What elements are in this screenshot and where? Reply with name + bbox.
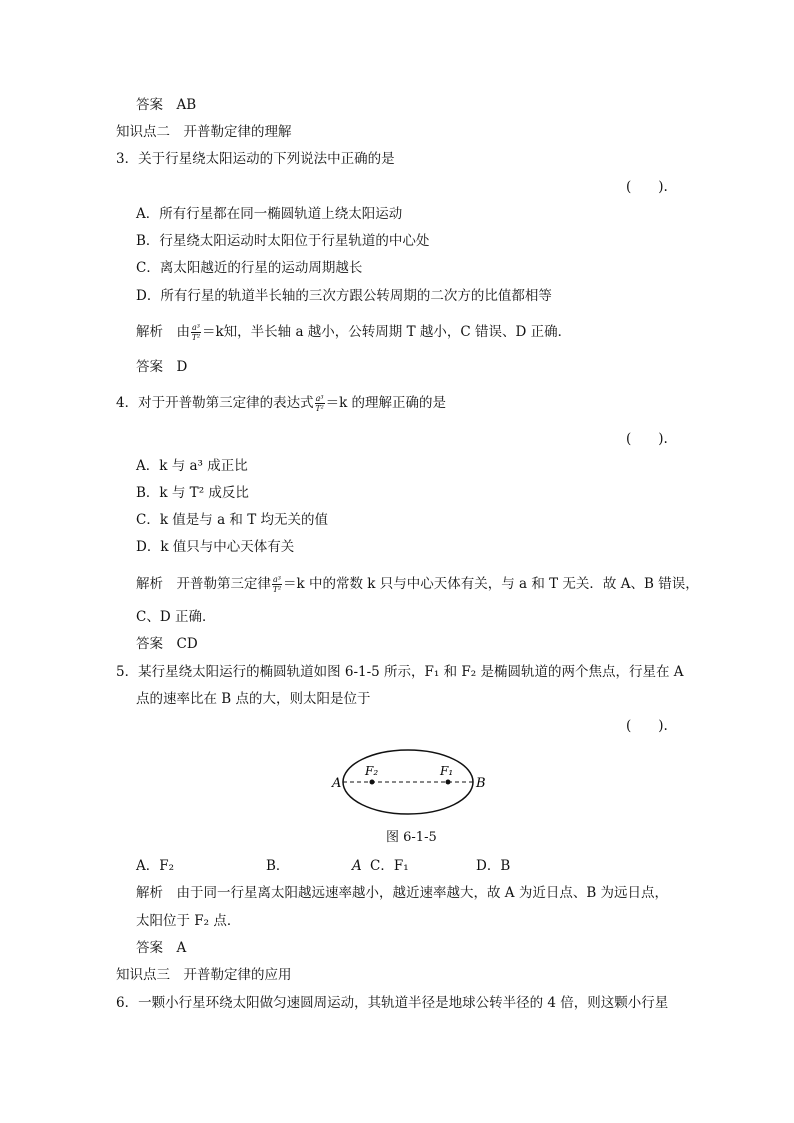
label-f2: F₂ xyxy=(365,764,379,778)
q4-stem xyxy=(116,393,446,413)
q3-option-c: C．离太阳越近的行星的运动周期越长 xyxy=(136,260,363,276)
q3-analysis-text: ＝k知，半长轴 a 越小，公转周期 T 越小，C 错误、D 正确． xyxy=(201,324,572,340)
q4-analysis-prefix: 解析 开普勒第三定律 xyxy=(136,576,271,592)
q4-option-a: A．k 与 a³ 成正比 xyxy=(136,458,248,474)
fraction-denominator: T² xyxy=(191,333,201,342)
fraction-denominator: T² xyxy=(315,404,324,413)
q5-option-c: C．F₁ xyxy=(370,858,409,874)
fraction xyxy=(315,394,325,413)
q5-option-b: B． xyxy=(266,858,290,874)
q5-analysis-line1: 解析 由于同一行星离太阳越远速率越小，越近速率越大，故 A 为近日点、B 为远日点， xyxy=(136,885,669,901)
q3-stem: 3．关于行星绕太阳运动的下列说法中正确的是 xyxy=(116,151,395,167)
q4-option-d: D．k 值只与中心天体有关 xyxy=(136,539,295,555)
q5-option-d: D．B xyxy=(476,858,511,874)
q4-answer-blank: ( ). xyxy=(626,431,668,447)
fraction xyxy=(191,323,201,342)
q4-analysis xyxy=(136,574,699,594)
q3-analysis-prefix: 解析 由 xyxy=(136,324,190,340)
q5-option-a: A．F₂ xyxy=(136,858,175,874)
q4-stem-prefix: 4．对于开普勒第三定律的表达式 xyxy=(116,395,314,411)
q4-analysis-text: ＝k 中的常数 k 只与中心天体有关，与 a 和 T 无关．故 A、B 错误， xyxy=(282,576,699,592)
q5-stem-line2: 点的速率比在 B 点的大，则太阳是位于 xyxy=(136,691,371,707)
label-a: A xyxy=(332,776,342,791)
q5-stem-line1: 5．某行星绕太阳运行的椭圆轨道如图 6-1-5 所示，F₁ 和 F₂ 是椭圆轨道的两个焦点，行星在 A xyxy=(116,664,684,680)
q6-stem: 6．一颗小行星环绕太阳做匀速圆周运动，其轨道半径是地球公转半径的 4 倍，则这颗小行星 xyxy=(116,995,669,1011)
q4-answer: 答案 CD xyxy=(136,636,198,652)
ellipse-orbit-figure xyxy=(330,748,490,818)
q3-option-b: B．行星绕太阳运动时太阳位于行星轨道的中心处 xyxy=(136,233,430,249)
q4-analysis-cont: C、D 正确． xyxy=(136,609,216,625)
focus-f2-dot xyxy=(370,780,375,785)
q3-answer-blank: ( ). xyxy=(626,179,668,195)
q4-stem-suffix: ＝k 的理解正确的是 xyxy=(325,395,447,411)
fraction-numerator: a³ xyxy=(273,575,281,584)
fraction-denominator: T² xyxy=(272,585,282,594)
q5-answer-blank: ( ). xyxy=(626,718,668,734)
fraction xyxy=(272,575,282,594)
q3-analysis xyxy=(136,322,571,342)
fraction-numerator: a³ xyxy=(315,394,324,403)
section-3-heading: 知识点三 开普勒定律的应用 xyxy=(116,967,292,983)
q5-analysis-line2: 太阳位于 F₂ 点． xyxy=(136,913,241,929)
q3-option-a: A．所有行星都在同一椭圆轨道上绕太阳运动 xyxy=(136,206,403,222)
q5-option-b-value: A xyxy=(352,858,362,874)
answer-ab: 答案 AB xyxy=(136,97,197,113)
q4-option-b: B．k 与 T² 成反比 xyxy=(136,485,249,501)
figure-caption: 图 6-1-5 xyxy=(386,830,437,845)
label-b: B xyxy=(476,776,486,791)
q3-answer: 答案 D xyxy=(136,359,188,375)
fraction-numerator: a³ xyxy=(192,323,200,332)
q5-answer: 答案 A xyxy=(136,940,187,956)
q3-option-d: D．所有行星的轨道半长轴的三次方跟公转周期的二次方的比值都相等 xyxy=(136,288,552,304)
focus-f1-dot xyxy=(446,780,451,785)
section-2-heading: 知识点二 开普勒定律的理解 xyxy=(116,124,292,140)
label-f1: F₁ xyxy=(440,764,454,778)
q4-option-c: C．k 值是与 a 和 T 均无关的值 xyxy=(136,512,329,528)
